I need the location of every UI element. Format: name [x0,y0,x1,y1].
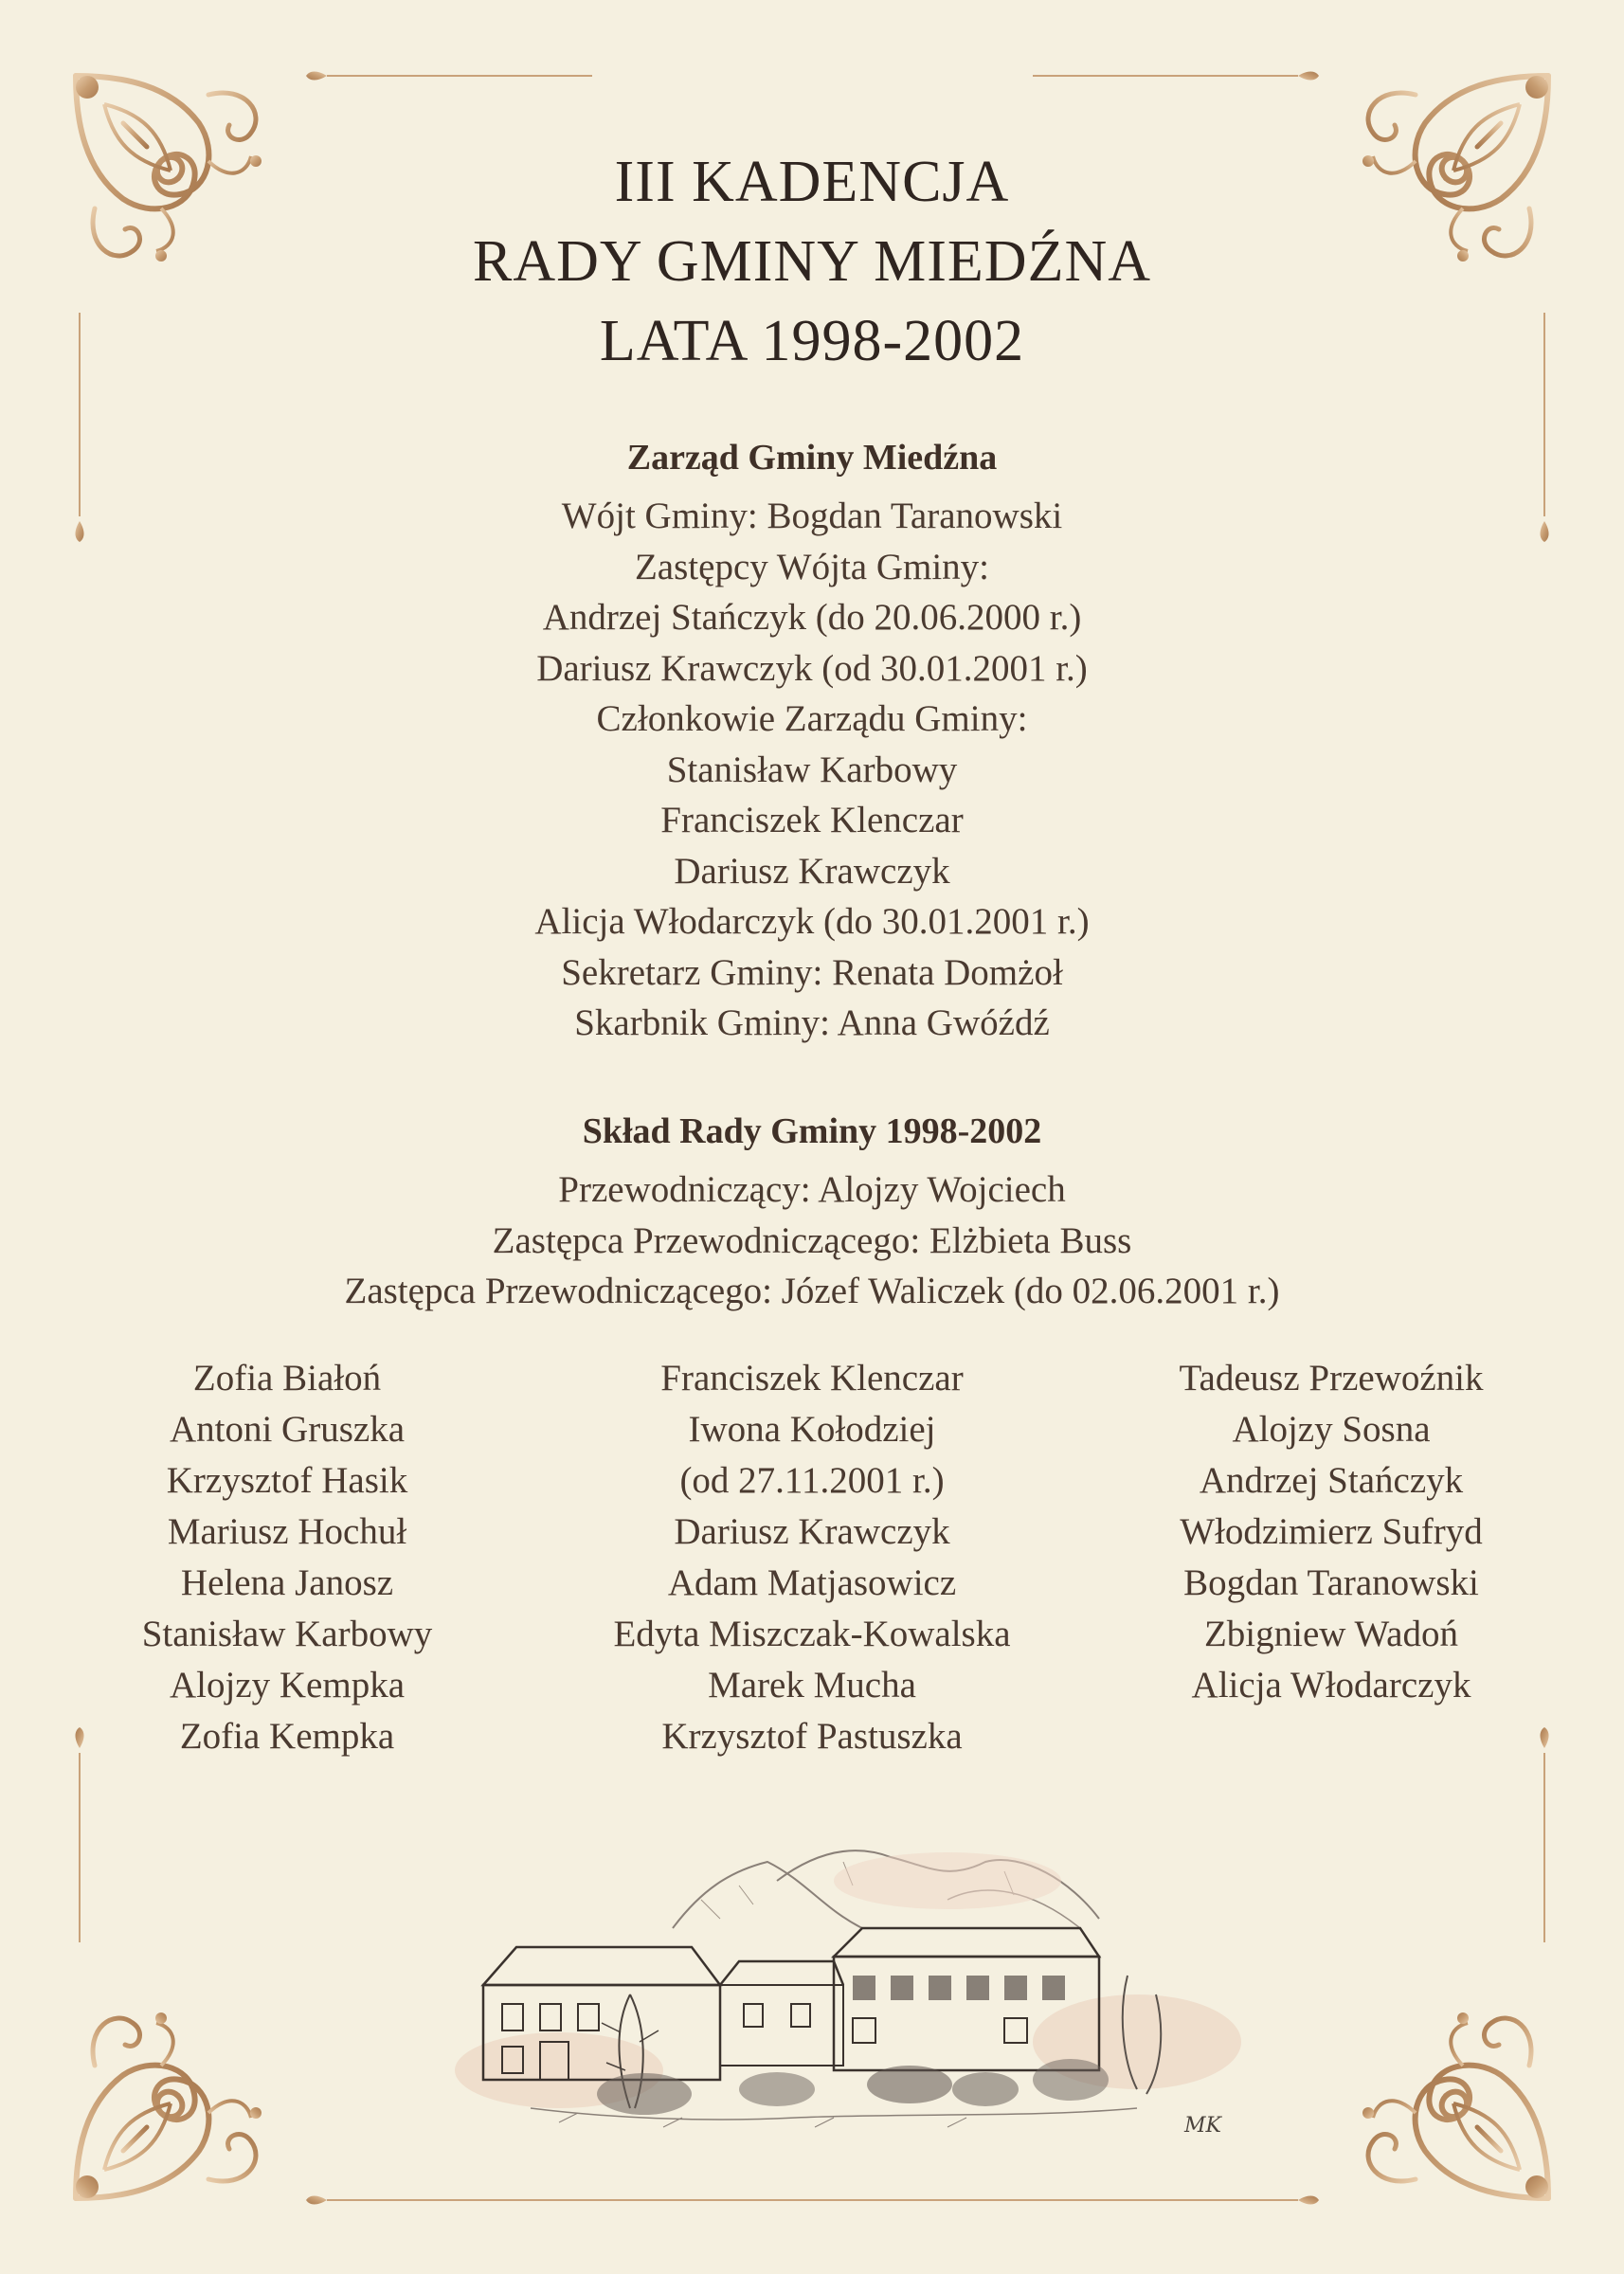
member-name: Krzysztof Pastuszka [661,1716,963,1757]
title-line-1: III KADENCJA [614,150,1010,214]
member-name: Zbigniew Wadoń [1203,1614,1458,1654]
zarzad-line: Dariusz Krawczyk (od 30.01.2001 r.) [536,647,1088,689]
zarzad-line: Wójt Gminy: Bogdan Taranowski [561,496,1063,536]
member-name: Adam Matjasowicz [667,1562,957,1603]
member-name: Dariusz Krawczyk [674,1511,950,1552]
sklad-section [0,1106,1624,1317]
member-name: Bogdan Taranowski [1183,1562,1479,1603]
council-members [0,1353,1624,1770]
zarzad-list [0,491,1624,1049]
member-name: Alojzy Kempka [169,1665,405,1706]
zarzad-line: Członkowie Zarządu Gminy: [596,698,1028,739]
building-sketch-illustration [417,1805,1270,2156]
member-note: (od 27.11.2001 r.) [679,1460,945,1501]
member-name: Zofia Białoń [192,1358,382,1399]
member-name: Alicja Włodarczyk [1191,1665,1471,1706]
zarzad-heading: Zarząd Gminy Miedźna [626,438,998,478]
members-column-1 [98,1353,477,1762]
sklad-line: Zastępca Przewodniczącego: Elżbieta Buss [492,1219,1132,1261]
zarzad-line: Dariusz Krawczyk [674,850,950,892]
zarzad-line: Alicja Włodarczyk (do 30.01.2001 r.) [534,901,1090,942]
member-name: Andrzej Stańczyk [1199,1460,1464,1501]
member-name: Stanisław Karbowy [141,1614,433,1654]
sklad-line: Przewodniczący: Alojzy Wojciech [558,1169,1066,1210]
member-name: Krzysztof Hasik [166,1460,408,1501]
page-title [0,142,1624,381]
zarzad-line: Stanisław Karbowy [666,749,958,790]
zarzad-section [0,432,1624,1049]
member-name: Zofia Kempka [179,1716,395,1757]
zarzad-line: Skarbnik Gminy: Anna Gwóźdź [574,1002,1050,1043]
title-line-3: LATA 1998-2002 [599,309,1025,373]
members-column-3 [1104,1353,1559,1711]
member-name: Włodzimierz Sufryd [1180,1511,1483,1552]
zarzad-line: Sekretarz Gminy: Renata Domżoł [561,951,1063,993]
member-name: Marek Mucha [708,1665,916,1706]
member-name: Antoni Gruszka [169,1409,406,1450]
member-name: Mariusz Hochuł [167,1511,407,1552]
sklad-line: Zastępca Przewodniczącego: Józef Waliczek (do 02.06.2001 r.) [344,1271,1280,1311]
member-name: Alojzy Sosna [1232,1409,1431,1450]
zarzad-line: Franciszek Klenczar [660,800,964,840]
member-name: Tadeusz Przewoźnik [1179,1358,1484,1399]
member-name: Iwona Kołodziej [688,1409,936,1450]
title-line-2: RADY GMINY MIEDŹNA [472,229,1151,294]
zarzad-line: Zastępcy Wójta Gminy: [634,546,990,587]
member-name: Edyta Miszczak-Kowalska [613,1614,1011,1654]
member-name: Helena Janosz [180,1562,394,1603]
members-column-2 [528,1353,1096,1762]
member-name: Franciszek Klenczar [660,1358,964,1399]
sklad-heading: Skład Rady Gminy 1998-2002 [582,1111,1042,1151]
zarzad-line: Andrzej Stańczyk (do 20.06.2000 r.) [542,597,1082,638]
sklad-leadership-list [0,1164,1624,1317]
sketch-signature: MK [1184,2114,1221,2138]
